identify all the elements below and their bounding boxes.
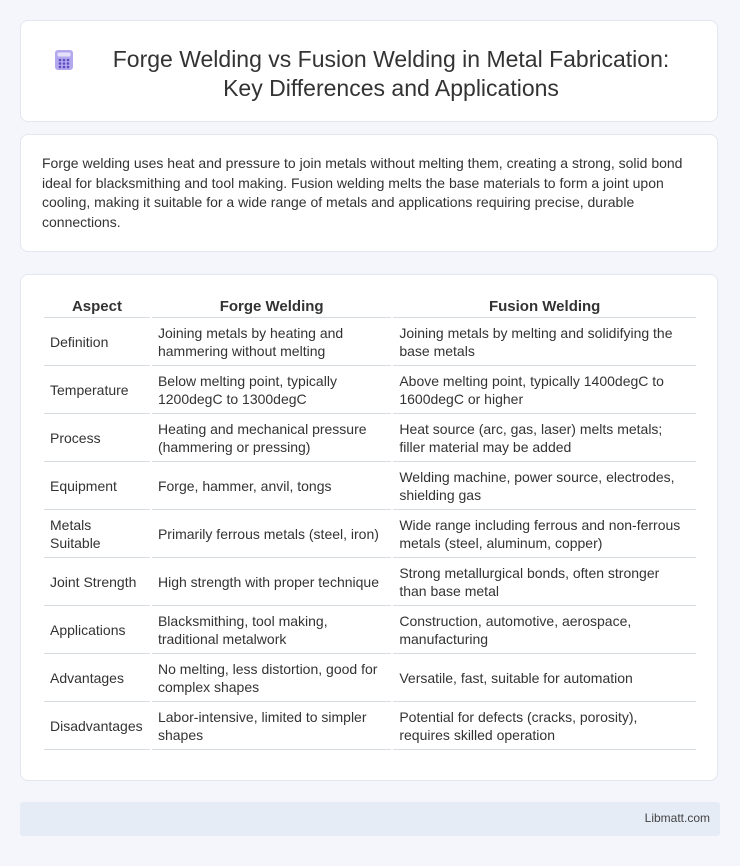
fusion-cell: Strong metallurgical bonds, often stronger than base metal bbox=[393, 558, 696, 606]
forge-cell: No melting, less distortion, good for complex shapes bbox=[152, 654, 391, 702]
table-row bbox=[44, 654, 696, 702]
footer bbox=[20, 802, 720, 836]
fusion-cell: Versatile, fast, suitable for automation bbox=[393, 654, 696, 702]
title-card bbox=[20, 20, 718, 122]
aspect-cell: Equipment bbox=[44, 462, 150, 510]
header-aspect: Aspect bbox=[44, 295, 150, 318]
aspect-cell: Temperature bbox=[44, 366, 150, 414]
fusion-cell: Wide range including ferrous and non-ferrous metals (steel, aluminum, copper) bbox=[393, 510, 696, 558]
aspect-cell: Definition bbox=[44, 318, 150, 366]
fusion-cell: Welding machine, power source, electrodes, shielding gas bbox=[393, 462, 696, 510]
page-title: Forge Welding vs Fusion Welding in Metal Fabrication: Key Differences and Applications bbox=[112, 46, 670, 101]
table-row bbox=[44, 606, 696, 654]
table-row bbox=[44, 318, 696, 366]
forge-cell: Primarily ferrous metals (steel, iron) bbox=[152, 510, 391, 558]
forge-cell: Heating and mechanical pressure (hammering or pressing) bbox=[152, 414, 391, 462]
comparison-table-card bbox=[20, 274, 718, 781]
forge-cell: High strength with proper technique bbox=[152, 558, 391, 606]
intro-card bbox=[20, 134, 718, 252]
table-row bbox=[44, 558, 696, 606]
comparison-table bbox=[42, 295, 698, 750]
forge-cell: Below melting point, typically 1200degC to 1300degC bbox=[152, 366, 391, 414]
table-row bbox=[44, 702, 696, 750]
table-row bbox=[44, 462, 696, 510]
aspect-cell: Advantages bbox=[44, 654, 150, 702]
fusion-cell: Construction, automotive, aerospace, manufacturing bbox=[393, 606, 696, 654]
aspect-cell: Joint Strength bbox=[44, 558, 150, 606]
aspect-cell: Applications bbox=[44, 606, 150, 654]
table-row bbox=[44, 510, 696, 558]
table-row bbox=[44, 366, 696, 414]
fusion-cell: Above melting point, typically 1400degC to 1600degC or higher bbox=[393, 366, 696, 414]
footer-brand-link[interactable]: Libmatt.com bbox=[644, 811, 710, 825]
fusion-cell: Heat source (arc, gas, laser) melts metals; filler material may be added bbox=[393, 414, 696, 462]
intro-text: Forge welding uses heat and pressure to join metals without melting them, creating a strong, solid bond ideal for blacksmithing and tool making. Fusion welding melts the base materials to form a joint upon cooling, making it suitable for a wide range of metals and applications requiring precise, durable connections. bbox=[42, 155, 683, 230]
table-row bbox=[44, 414, 696, 462]
fusion-cell: Joining metals by melting and solidifying the base metals bbox=[393, 318, 696, 366]
aspect-cell: Metals Suitable bbox=[44, 510, 150, 558]
forge-cell: Joining metals by heating and hammering without melting bbox=[152, 318, 391, 366]
forge-cell: Blacksmithing, tool making, traditional metalwork bbox=[152, 606, 391, 654]
aspect-cell: Disadvantages bbox=[44, 702, 150, 750]
fusion-cell: Potential for defects (cracks, porosity), requires skilled operation bbox=[393, 702, 696, 750]
forge-cell: Forge, hammer, anvil, tongs bbox=[152, 462, 391, 510]
table-header-row bbox=[44, 295, 696, 318]
header-forge-welding: Forge Welding bbox=[152, 295, 391, 318]
header-fusion-welding: Fusion Welding bbox=[393, 295, 696, 318]
aspect-cell: Process bbox=[44, 414, 150, 462]
calculator-icon bbox=[52, 48, 76, 72]
forge-cell: Labor-intensive, limited to simpler shapes bbox=[152, 702, 391, 750]
